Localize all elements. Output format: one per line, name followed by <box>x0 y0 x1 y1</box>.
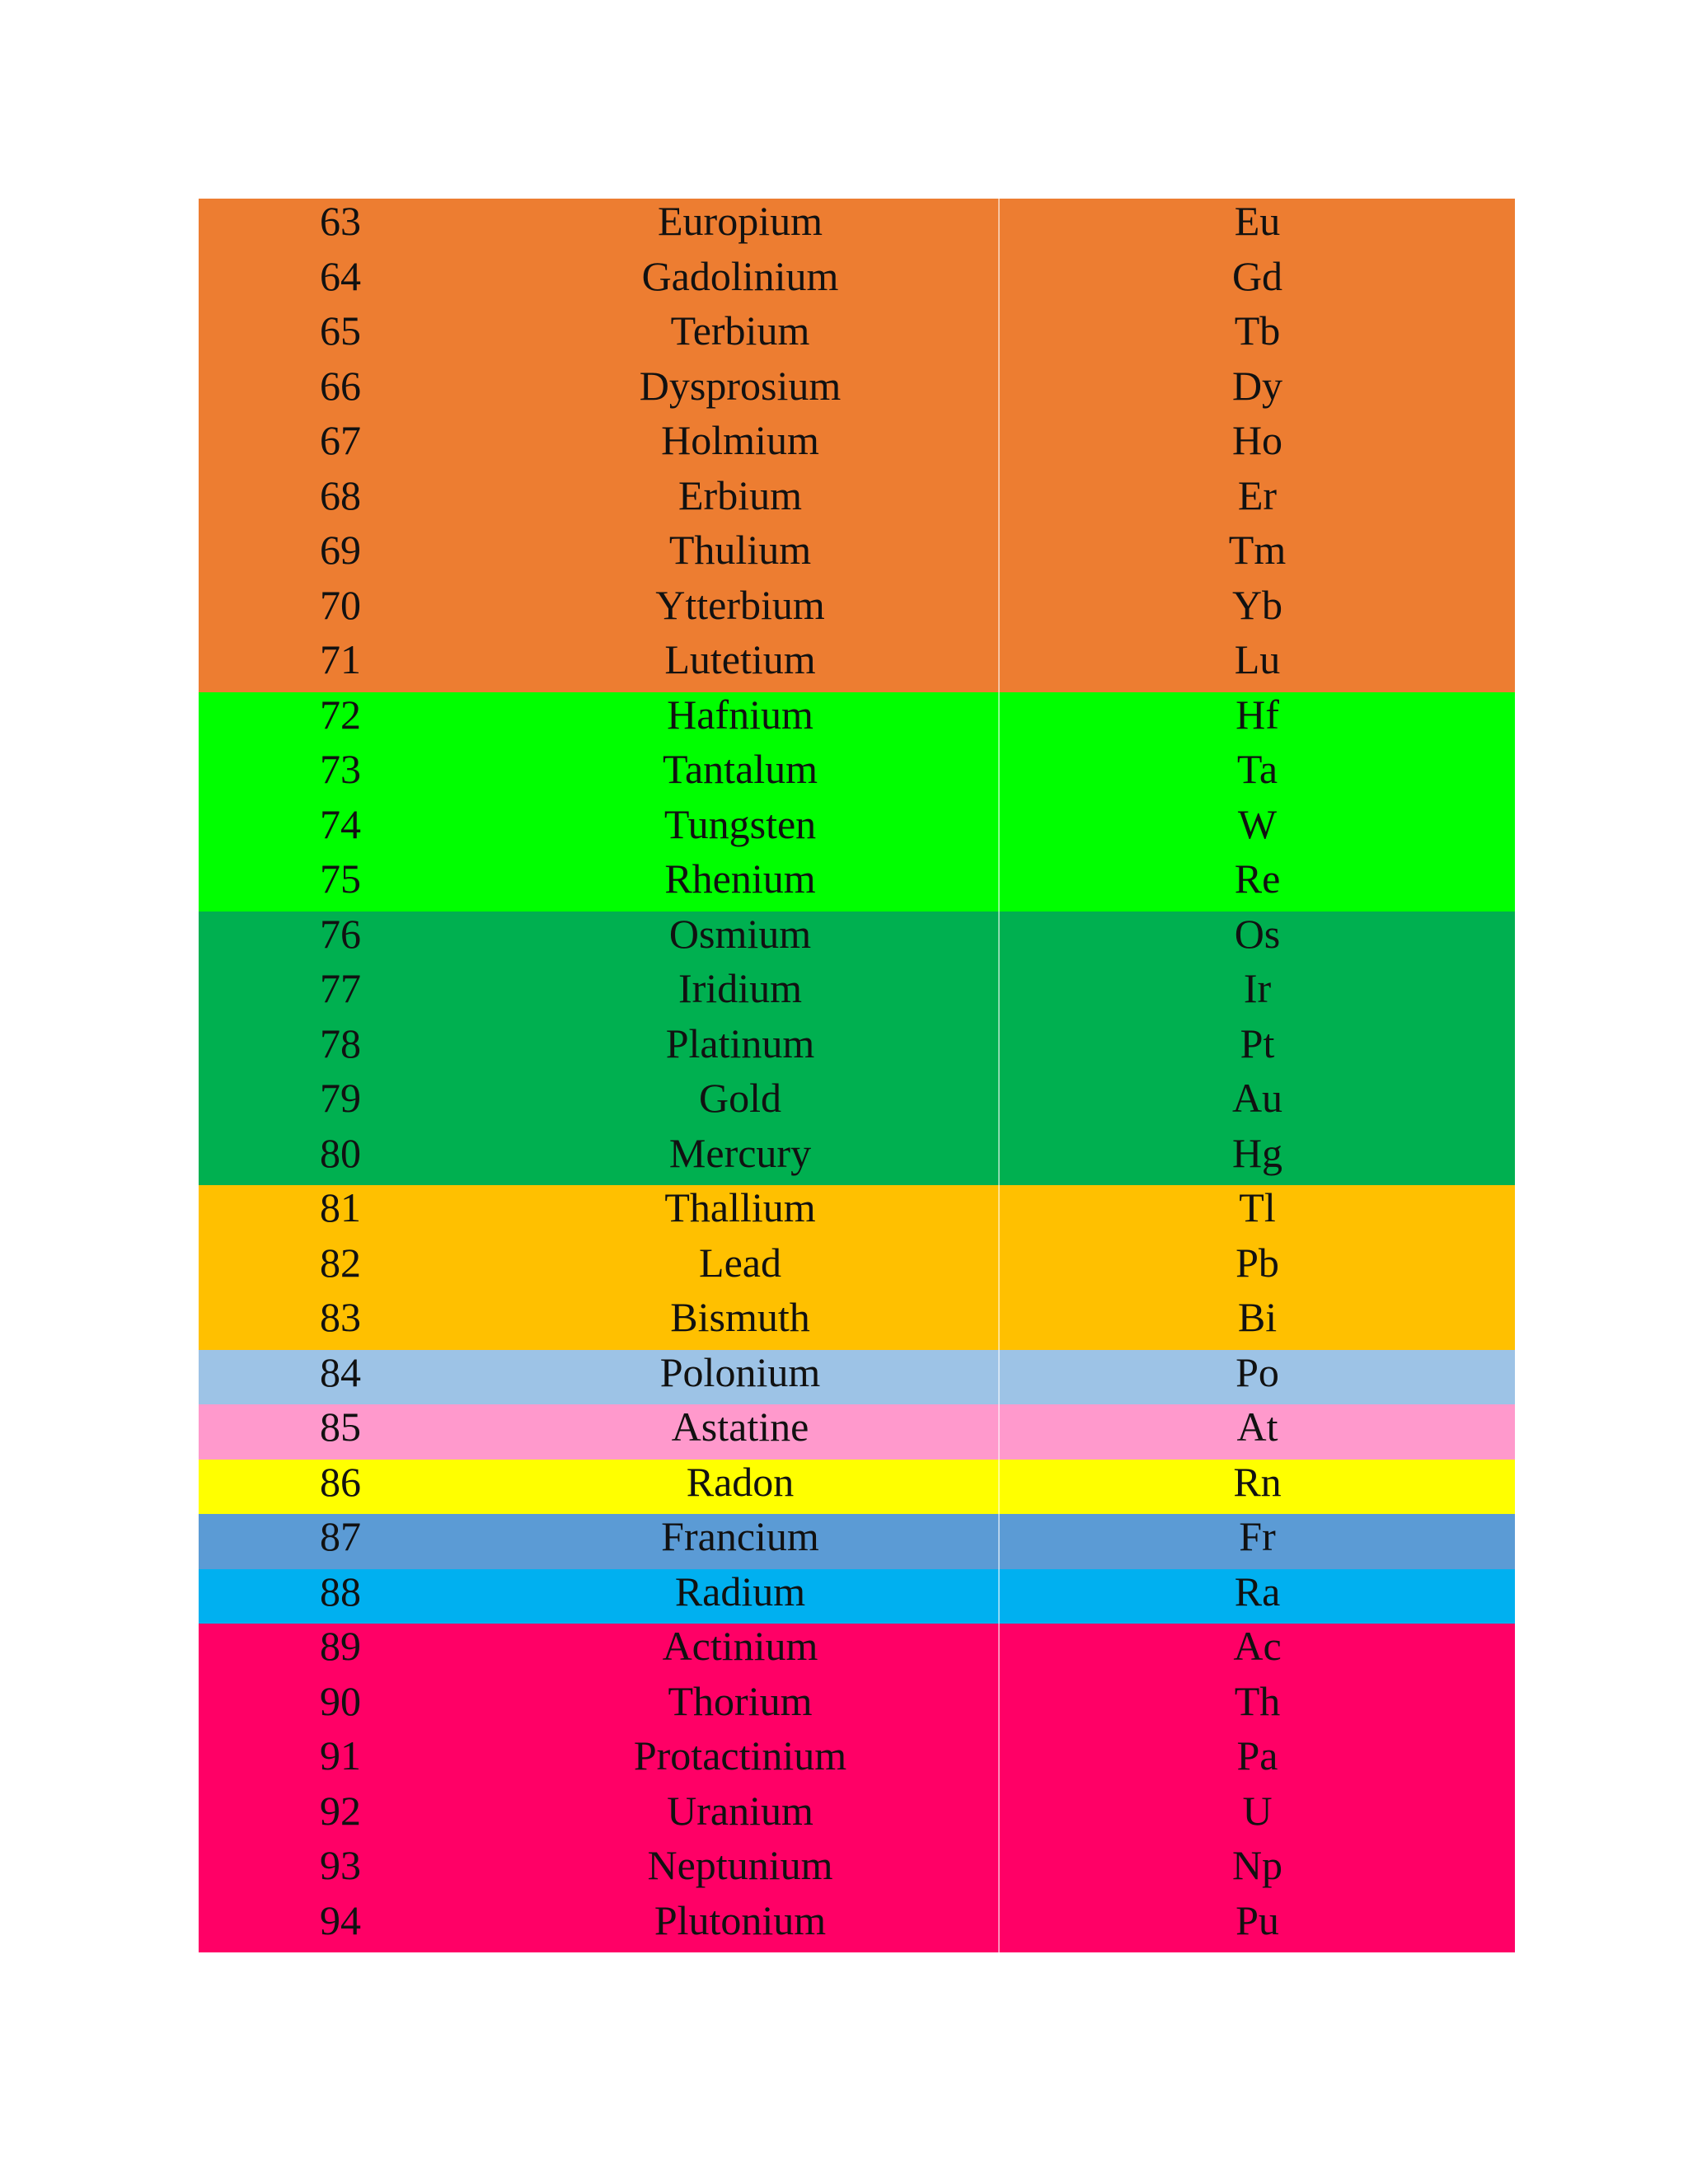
element-symbol-cell <box>998 1404 1515 1460</box>
atomic-number: 91 <box>320 1732 361 1779</box>
element-symbol: U <box>1242 1787 1273 1834</box>
element-name-cell <box>482 1898 998 1953</box>
table-row <box>199 363 1515 419</box>
element-symbol: Bi <box>1237 1294 1278 1341</box>
table-row <box>199 1679 1515 1734</box>
element-name: Dysprosium <box>639 362 842 409</box>
element-name: Rhenium <box>664 855 816 902</box>
element-symbol: Hg <box>1231 1129 1283 1176</box>
atomic-number-cell <box>199 856 482 912</box>
element-symbol: Gd <box>1231 252 1283 299</box>
table-row <box>199 1843 1515 1898</box>
atomic-number: 93 <box>320 1842 361 1889</box>
element-symbol-cell <box>998 966 1515 1021</box>
atomic-number: 90 <box>320 1677 361 1724</box>
element-name-cell <box>482 1295 998 1350</box>
table-row <box>199 802 1515 857</box>
atomic-number-cell <box>199 254 482 309</box>
element-name-cell <box>482 637 998 692</box>
element-symbol-cell <box>998 1240 1515 1296</box>
element-symbol: Pa <box>1236 1732 1278 1779</box>
element-symbol-cell <box>998 473 1515 528</box>
element-symbol: Po <box>1236 1348 1279 1395</box>
element-name-cell <box>482 583 998 638</box>
element-symbol-cell <box>998 1021 1515 1076</box>
element-name-cell <box>482 418 998 473</box>
element-symbol-cell <box>998 912 1515 967</box>
element-name: Thallium <box>664 1184 816 1231</box>
element-name-cell <box>482 802 998 857</box>
table-row <box>199 692 1515 748</box>
atomic-number-cell <box>199 747 482 802</box>
atomic-number: 94 <box>320 1896 361 1943</box>
element-symbol-cell <box>998 1679 1515 1734</box>
table-row <box>199 1460 1515 1515</box>
element-name-cell <box>482 912 998 967</box>
element-name: Radon <box>686 1458 795 1505</box>
table-row <box>199 1404 1515 1460</box>
element-symbol: Au <box>1231 1075 1283 1122</box>
element-symbol: Pu <box>1236 1896 1279 1943</box>
atomic-number-cell <box>199 1021 482 1076</box>
element-name-cell <box>482 1131 998 1186</box>
atomic-number-cell <box>199 1076 482 1131</box>
atomic-number: 69 <box>320 527 361 574</box>
element-symbol-cell <box>998 583 1515 638</box>
element-symbol-cell <box>998 637 1515 692</box>
element-name: Iridium <box>678 965 802 1012</box>
element-symbol-cell <box>998 1350 1515 1405</box>
table-row <box>199 1076 1515 1131</box>
element-name-cell <box>482 1843 998 1898</box>
table-row <box>199 527 1515 583</box>
element-name-cell <box>482 527 998 583</box>
element-name: Protactinium <box>633 1732 847 1779</box>
element-name: Actinium <box>662 1623 818 1670</box>
table-row <box>199 1131 1515 1186</box>
element-name: Plutonium <box>654 1896 827 1943</box>
table-row <box>199 1569 1515 1624</box>
atomic-number-cell <box>199 1733 482 1788</box>
atomic-number: 79 <box>320 1075 361 1122</box>
element-symbol: Er <box>1237 471 1278 518</box>
element-symbol-cell <box>998 1898 1515 1953</box>
element-symbol: Hf <box>1236 691 1279 738</box>
table-row <box>199 912 1515 967</box>
element-name: Thorium <box>668 1677 813 1724</box>
atomic-number: 63 <box>320 198 361 245</box>
atomic-number-cell <box>199 1350 482 1405</box>
table-row <box>199 1733 1515 1788</box>
element-name-cell <box>482 1404 998 1460</box>
element-name: Terbium <box>670 307 810 354</box>
element-name-cell <box>482 1733 998 1788</box>
element-symbol: At <box>1236 1404 1278 1451</box>
element-symbol: Tm <box>1228 527 1287 574</box>
atomic-number-cell <box>199 1843 482 1898</box>
element-name-cell <box>482 254 998 309</box>
element-symbol-cell <box>998 418 1515 473</box>
element-name-cell <box>482 966 998 1021</box>
element-symbol-cell <box>998 747 1515 802</box>
element-name-cell <box>482 1569 998 1624</box>
element-symbol: Rn <box>1233 1458 1282 1505</box>
element-symbol: Ra <box>1234 1568 1281 1615</box>
table-row <box>199 1021 1515 1076</box>
element-name: Europium <box>658 198 823 245</box>
element-name: Astatine <box>671 1404 809 1451</box>
atomic-number: 82 <box>320 1239 361 1286</box>
atomic-number: 66 <box>320 362 361 409</box>
table-row <box>199 1624 1515 1679</box>
element-symbol-cell <box>998 1131 1515 1186</box>
atomic-number-cell <box>199 1898 482 1953</box>
element-name: Ytterbium <box>655 581 825 628</box>
table-row <box>199 254 1515 309</box>
atomic-number-cell <box>199 583 482 638</box>
element-symbol: Ho <box>1231 417 1283 464</box>
element-name: Tungsten <box>663 800 817 847</box>
element-name-cell <box>482 692 998 748</box>
element-symbol: Pb <box>1236 1239 1279 1286</box>
element-symbol: Tb <box>1234 307 1281 354</box>
atomic-number: 78 <box>320 1019 361 1066</box>
element-name: Gold <box>699 1075 781 1122</box>
element-name-cell <box>482 473 998 528</box>
table-row <box>199 583 1515 638</box>
element-symbol: Np <box>1231 1842 1283 1889</box>
atomic-number: 88 <box>320 1568 361 1615</box>
atomic-number: 68 <box>320 471 361 518</box>
atomic-number-cell <box>199 1185 482 1240</box>
atomic-number: 83 <box>320 1294 361 1341</box>
element-symbol-cell <box>998 1843 1515 1898</box>
table-row <box>199 473 1515 528</box>
element-name: Francium <box>661 1513 819 1560</box>
atomic-number: 86 <box>320 1458 361 1505</box>
atomic-number-cell <box>199 199 482 254</box>
table-row <box>199 1295 1515 1350</box>
atomic-number-cell <box>199 692 482 748</box>
element-name: Thulium <box>668 527 812 574</box>
atomic-number: 84 <box>320 1348 361 1395</box>
atomic-number-cell <box>199 473 482 528</box>
atomic-number-cell <box>199 308 482 363</box>
table-row <box>199 966 1515 1021</box>
element-symbol: Ac <box>1233 1623 1282 1670</box>
element-symbol: Ir <box>1243 965 1272 1012</box>
atomic-number: 89 <box>320 1623 361 1670</box>
element-name-cell <box>482 363 998 419</box>
atomic-number: 92 <box>320 1787 361 1834</box>
element-name: Bismuth <box>670 1294 810 1341</box>
atomic-number: 77 <box>320 965 361 1012</box>
element-name-cell <box>482 1076 998 1131</box>
element-symbol-cell <box>998 856 1515 912</box>
element-name: Lead <box>699 1239 781 1286</box>
atomic-number-cell <box>199 1404 482 1460</box>
element-name-cell <box>482 1788 998 1844</box>
element-symbol-cell <box>998 199 1515 254</box>
element-symbol-cell <box>998 1514 1515 1569</box>
element-name: Tantalum <box>662 746 818 793</box>
element-symbol: Os <box>1234 910 1281 957</box>
elements-table <box>199 199 1515 1952</box>
atomic-number: 76 <box>320 910 361 957</box>
atomic-number: 80 <box>320 1129 361 1176</box>
element-name-cell <box>482 1679 998 1734</box>
element-symbol-cell <box>998 1295 1515 1350</box>
element-symbol-cell <box>998 1733 1515 1788</box>
atomic-number-cell <box>199 802 482 857</box>
element-name: Gadolinium <box>641 252 839 299</box>
atomic-number-cell <box>199 912 482 967</box>
element-name: Platinum <box>665 1019 815 1066</box>
element-symbol-cell <box>998 1624 1515 1679</box>
atomic-number: 71 <box>320 636 361 683</box>
atomic-number: 64 <box>320 252 361 299</box>
element-symbol: Pt <box>1240 1019 1275 1066</box>
element-symbol-cell <box>998 254 1515 309</box>
element-name-cell <box>482 1514 998 1569</box>
element-symbol-cell <box>998 692 1515 748</box>
atomic-number: 67 <box>320 417 361 464</box>
element-name-cell <box>482 747 998 802</box>
atomic-number-cell <box>199 1788 482 1844</box>
element-symbol: Tl <box>1239 1184 1276 1231</box>
element-symbol: Yb <box>1231 581 1283 628</box>
element-name: Erbium <box>678 471 802 518</box>
element-symbol: W <box>1237 800 1278 847</box>
element-symbol: Eu <box>1234 198 1281 245</box>
element-symbol-cell <box>998 1788 1515 1844</box>
element-name-cell <box>482 1240 998 1296</box>
element-name: Uranium <box>667 1787 814 1834</box>
atomic-number-cell <box>199 1514 482 1569</box>
atomic-number: 81 <box>320 1184 361 1231</box>
atomic-number: 75 <box>320 855 361 902</box>
element-symbol-cell <box>998 1460 1515 1515</box>
table-row <box>199 1788 1515 1844</box>
table-row <box>199 747 1515 802</box>
atomic-number-cell <box>199 527 482 583</box>
table-row <box>199 418 1515 473</box>
element-name: Polonium <box>659 1348 821 1395</box>
table-row <box>199 199 1515 254</box>
atomic-number-cell <box>199 637 482 692</box>
element-symbol-cell <box>998 308 1515 363</box>
table-row <box>199 1514 1515 1569</box>
element-name-cell <box>482 856 998 912</box>
atomic-number: 72 <box>320 691 361 738</box>
atomic-number: 85 <box>320 1404 361 1451</box>
element-name-cell <box>482 1460 998 1515</box>
element-name: Holmium <box>661 417 819 464</box>
atomic-number-cell <box>199 966 482 1021</box>
table-row <box>199 308 1515 363</box>
atomic-number-cell <box>199 1131 482 1186</box>
element-name-cell <box>482 199 998 254</box>
element-symbol: Re <box>1234 855 1281 902</box>
atomic-number-cell <box>199 1295 482 1350</box>
element-name-cell <box>482 1021 998 1076</box>
atomic-number-cell <box>199 1240 482 1296</box>
element-name: Mercury <box>668 1129 812 1176</box>
atomic-number-cell <box>199 363 482 419</box>
table-row <box>199 1350 1515 1405</box>
atomic-number: 70 <box>320 581 361 628</box>
element-name: Neptunium <box>647 1842 833 1889</box>
table-row <box>199 856 1515 912</box>
element-symbol: Ta <box>1236 746 1278 793</box>
atomic-number-cell <box>199 1679 482 1734</box>
element-name-cell <box>482 1624 998 1679</box>
atomic-number: 87 <box>320 1513 361 1560</box>
element-name-cell <box>482 1185 998 1240</box>
atomic-number-cell <box>199 1460 482 1515</box>
element-name: Radium <box>674 1568 806 1615</box>
atomic-number-cell <box>199 1624 482 1679</box>
atomic-number-cell <box>199 1569 482 1624</box>
element-name-cell <box>482 1350 998 1405</box>
element-symbol-cell <box>998 1185 1515 1240</box>
element-symbol-cell <box>998 363 1515 419</box>
atomic-number-cell <box>199 418 482 473</box>
table-row <box>199 1898 1515 1953</box>
element-symbol: Th <box>1234 1677 1281 1724</box>
element-symbol: Fr <box>1239 1513 1276 1560</box>
atomic-number: 74 <box>320 800 361 847</box>
table-row <box>199 1185 1515 1240</box>
atomic-number: 65 <box>320 307 361 354</box>
element-name-cell <box>482 308 998 363</box>
element-name: Lutetium <box>664 636 816 683</box>
element-name: Osmium <box>668 910 812 957</box>
element-name: Hafnium <box>667 691 814 738</box>
table-row <box>199 1240 1515 1296</box>
element-symbol-cell <box>998 1569 1515 1624</box>
element-symbol-cell <box>998 527 1515 583</box>
atomic-number: 73 <box>320 746 361 793</box>
table-row <box>199 637 1515 692</box>
element-symbol: Lu <box>1234 636 1281 683</box>
element-symbol-cell <box>998 1076 1515 1131</box>
element-symbol: Dy <box>1231 362 1283 409</box>
element-symbol-cell <box>998 802 1515 857</box>
